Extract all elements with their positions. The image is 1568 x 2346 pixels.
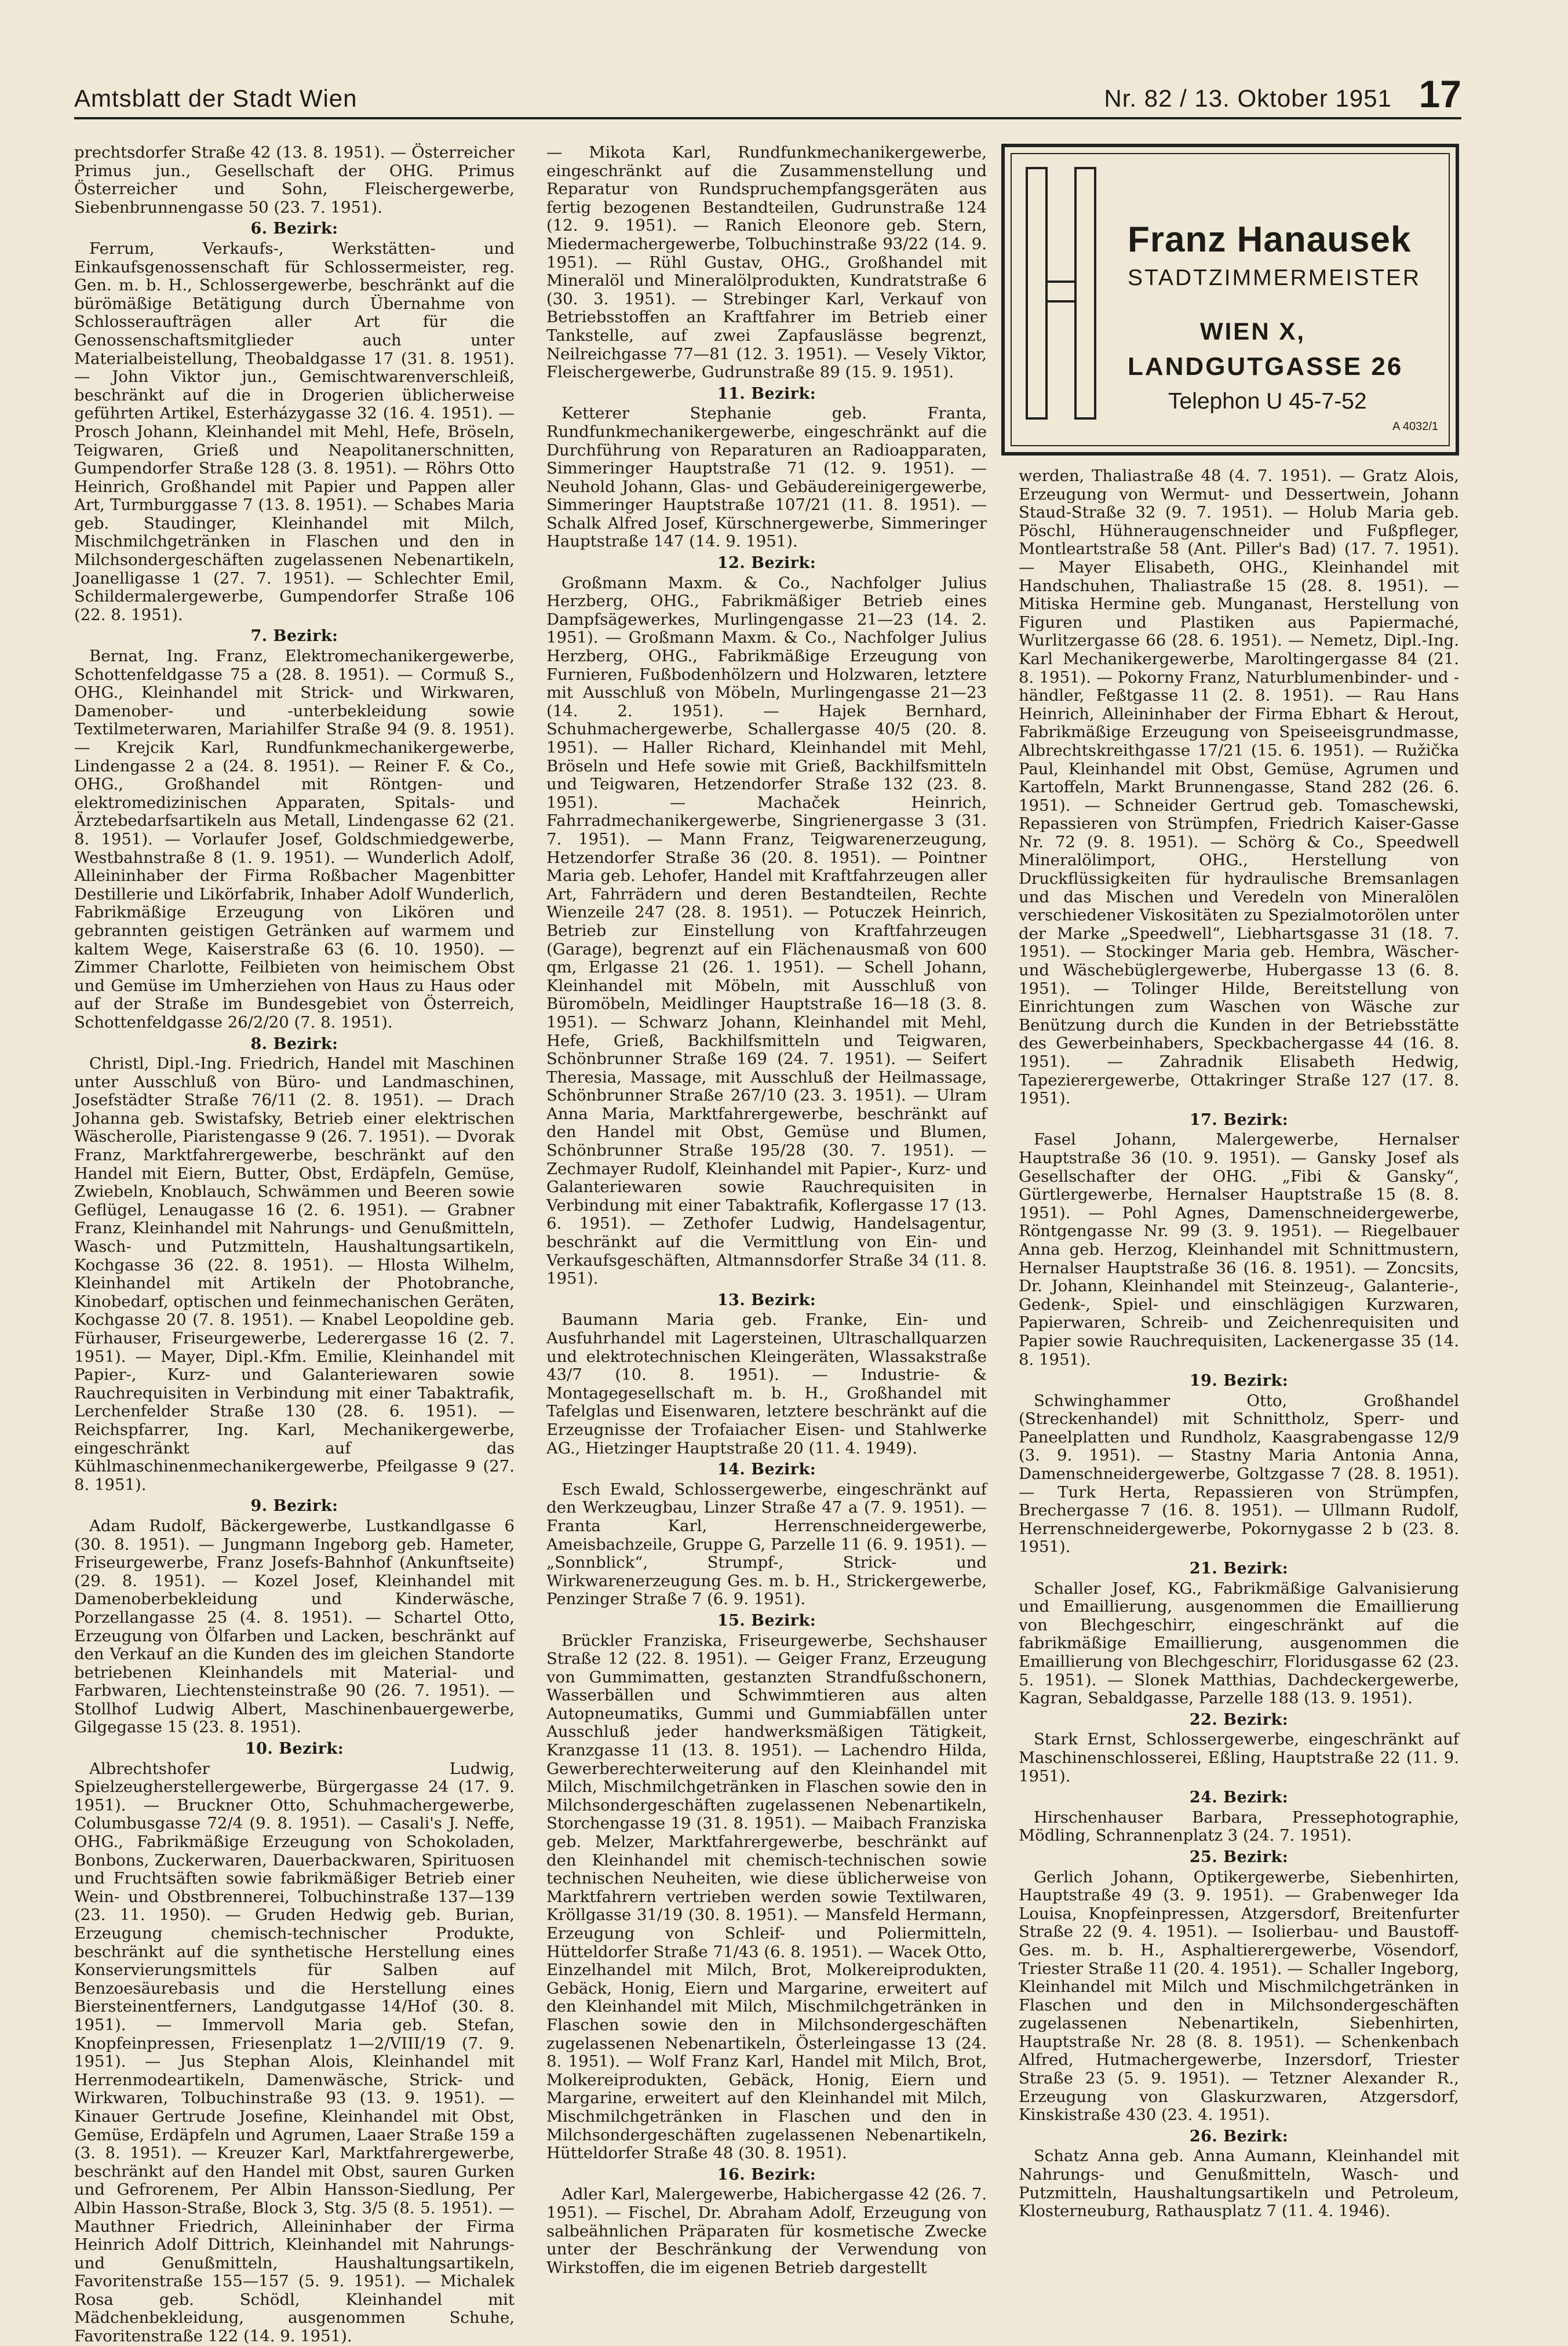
register-entry-paragraph: prechtsdorfer Straße 42 (13. 8. 1951). — Österreicher Primus jun., Gesellschaft der OHG. Primus Österreicher und Sohn, Fleischergewerbe, Siebenbrunnengasse 50 (23. 7. 1951).	[74, 143, 515, 217]
district-heading: 6. Bezirk:	[250, 220, 338, 238]
register-entry-paragraph: Schatz Anna geb. Anna Aumann, Kleinhandel mit Nahrungs- und Genußmitteln, Wasch- und Putzmitteln, Haushaltungsartikeln und Petroleum, Klosterneuburg, Rathausplatz 7 (11. 4. 1946).	[1019, 2147, 1459, 2221]
district-heading: 12. Bezirk:	[717, 554, 816, 573]
register-entry-paragraph: Esch Ewald, Schlossergewerbe, eingeschränkt auf den Werkzeugbau, Linzer Straße 47 a (7. 9. 1951). — Franta Karl, Herrenschneidergewerbe, Ameisbachzeile, Gruppe G, Parzelle 11 (6. 9. 1951). — „Sonnblick“, Strumpf-, Strick- und Wirkwarenerzeugung Ges. m. b. H., Strickergewerbe, Penzinger Straße 7 (6. 9. 1951).	[546, 1480, 987, 1609]
advertiser-phone: Telephon U 45-7-52	[1168, 389, 1367, 414]
publication-title: Amtsblatt der Stadt Wien	[74, 85, 358, 112]
register-entry-paragraph: — Mikota Karl, Rundfunkmechanikergewerbe, eingeschränkt auf die Zusammenstellung und Reparatur von Rundspruchempfangsgeräten aus fertig bezogenen Bestandteilen, Gudrunstraße 124 (12. 9. 1951). — Ranich Eleonore geb. Stern, Miedermachergewerbe, Tolbuchinstraße 93/22 (14. 9. 1951). — Rühl Gustav, OHG., Großhandel mit Mineralöl und Mineralölprodukten, Kundratstraße 6 (30. 3. 1951). — Strebinger Karl, Verkauf von Betriebsstoffen an Kraftfahrer im Betrieb einer Tankstelle, auf zwei Zapfauslässe begrenzt, Neilreichgasse 77—81 (12. 3. 1951). — Vesely Viktor, Fleischergewerbe, Gudrunstraße 89 (15. 9. 1951).	[546, 143, 987, 382]
advertisement-code: A 4032/1	[1392, 420, 1438, 433]
district-heading: 10. Bezirk:	[245, 1740, 344, 1758]
register-entry-paragraph: Baumann Maria geb. Franke, Ein- und Ausfuhrhandel mit Lagersteinen, Ultraschallquarzen und elektrotechnischen Kleingeräten, Wlassakstraße 43/7 (10. 8. 1951). — Industrie- & Montagegesellschaft m. b. H., Großhandel mit Tafelglas und Eisenwaren, letztere beschränkt auf die Erzeugnisse der Trofaiacher Eisen- und Stahlwerke AG., Hietzinger Hauptstraße 20 (11. 4. 1949).	[546, 1310, 987, 1458]
register-entry-paragraph: Bernat, Ing. Franz, Elektromechanikergewerbe, Schottenfeldgasse 75 a (28. 8. 1951). — Cormuß S., OHG., Kleinhandel mit Strick- und Wirkwaren, Damenober- und -unterbekleidung sowie Textilmeterwaren, Mariahilfer Straße 94 (9. 8. 1951). — Krejcik Karl, Rundfunkmechanikergewerbe, Lindengasse 2 a (24. 8. 1951). — Reiner F. & Co., OHG., Großhandel mit Röntgen- und elektromedizinischen Apparaten, Spitals- und Ärztebedarfsartikeln aus Metall, Lindengasse 62 (21. 8. 1951). — Vorlaufer Josef, Goldschmiedgewerbe, Westbahnstraße 8 (1. 9. 1951). — Wunderlich Adolf, Alleininhaber der Firma Roßbacher Magenbitter Destillerie und Likörfabrik, Inhaber Adolf Wunderlich, Fabrikmäßige Erzeugung von Likören und gebrannten geistigen Getränken auf warmem und kaltem Wege, Kaiserstraße 63 (6. 10. 1950). — Zimmer Charlotte, Feilbieten von heimischem Obst und Gemüse im Umherziehen von Haus zu Haus oder auf der Straße im Bundesgebiet von Österreich, Schottenfeldgasse 26/2/20 (7. 8. 1951).	[74, 647, 515, 1032]
register-entry-paragraph: Fasel Johann, Malergewerbe, Hernalser Hauptstraße 36 (10. 9. 1951). — Gansky Josef als Gesellschafter der OHG. „Fibi & Gansky“, Gürtlergewerbe, Hernalser Hauptstraße 15 (8. 8. 1951). — Pohl Agnes, Damenschneidergewerbe, Röntgengasse Nr. 99 (3. 9. 1951). — Riegelbauer Anna geb. Herzog, Kleinhandel mit Schnittmustern, Hernalser Hauptstraße 36 (16. 8. 1951). — Zoncsits, Dr. Johann, Kleinhandel mit Steinzeug-, Galanterie-, Gedenk-, Spiel- und einschlägigen Kurzwaren, Papierwaren, Schreib- und Zeichenrequisiten und Papier sowie Rauchrequisiten, Lackenergasse 35 (14. 8. 1951).	[1019, 1130, 1459, 1369]
register-entry-paragraph: Hirschenhauser Barbara, Pressephotographie, Mödling, Schrannenplatz 3 (24. 7. 1951).	[1019, 1808, 1459, 1845]
district-heading: 8. Bezirk:	[250, 1034, 338, 1053]
advertiser-title: STADTZIMMERMEISTER	[1128, 265, 1421, 290]
text-column-1	[74, 144, 515, 2346]
register-entry-paragraph: Schaller Josef, KG., Fabrikmäßige Galvanisierung und Emaillierung, ausgenommen die Emaillierung von Blechgeschirr, eingeschränkt auf die fabrikmäßige Emaillierung, ausgenommen die Emaillierung von Blechgeschirr, Floridusgasse 62 (23. 5. 1951). — Slonek Matthias, Dachdeckergewerbe, Kagran, Sebaldgasse, Parzelle 188 (13. 9. 1951).	[1019, 1579, 1459, 1708]
district-heading: 14. Bezirk:	[717, 1460, 816, 1479]
text-column-3	[1019, 467, 1459, 2221]
district-heading: 21. Bezirk:	[1189, 1560, 1289, 1578]
register-entry-paragraph: Großmann Maxm. & Co., Nachfolger Julius Herzberg, OHG., Fabrikmäßiger Betrieb eines Dampfsägewerkes, Murlingengasse 21—23 (14. 2. 1951). — Großmann Maxm. & Co., Nachfolger Julius Herzberg, OHG., Fabrikmäßige Erzeugung von Furnieren, Fußbodenhölzern und Holzwaren, letztere mit Ausschluß von Möbeln, Murlingengasse 21—23 (14. 2. 1951). — Hajek Bernhard, Schuhmachergewerbe, Schallergasse 40/5 (20. 8. 1951). — Haller Richard, Kleinhandel mit Mehl, Bröseln und Hefe sowie mit Grieß, Backhilfsmitteln und Teigwaren, Hetzendorfer Straße 132 (23. 8. 1951). — Machaček Heinrich, Fahrradmechanikergewerbe, Singrienergasse 3 (31. 7. 1951). — Mann Franz, Teigwarenerzeugung, Hetzendorfer Straße 36 (20. 8. 1951). — Pointner Maria geb. Lehofer, Handel mit Kraftfahrzeugen aller Art, Fahrrädern und deren Bestandteilen, Rechte Wienzeile 247 (28. 8. 1951). — Potuczek Heinrich, Betrieb zur Einstellung von Kraftfahrzeugen (Garage), begrenzt auf ein Flächenausmaß von 600 qm, Erlgasse 21 (26. 1. 1951). — Schell Johann, Kleinhandel mit Möbeln, mit Ausschluß von Büromöbeln, Meidlinger Hauptstraße 16—18 (3. 8. 1951). — Schwarz Johann, Kleinhandel mit Mehl, Hefe, Grieß, Backhilfsmitteln und Teigwaren, Schönbrunner Straße 169 (24. 7. 1951). — Seifert Theresia, Massage, mit Ausschluß der Heilmassage, Schönbrunner Straße 267/10 (23. 3. 1951). — Ulram Anna Maria, Marktfahrergewerbe, beschränkt auf den Handel mit Obst, Gemüse und Blumen, Schönbrunner Straße 195/28 (30. 7. 1951). — Zechmayer Rudolf, Kleinhandel mit Papier-, Kurz- und Galanteriewaren sowie Rauchrequisiten in Verbindung mit einer Tabaktrafik, Koflergasse 17 (13. 6. 1951). — Zethofer Ludwig, Handelsagentur, beschränkt auf die Vermittlung von Ein- und Verkaufsgeschäften, Altmannsdorfer Straße 34 (11. 8. 1951).	[546, 573, 987, 1288]
letter-h-logo-icon	[1024, 166, 1097, 421]
register-entry-paragraph: Adam Rudolf, Bäckergewerbe, Lustkandlgasse 6 (30. 8. 1951). — Jungmann Ingeborg geb. Hameter, Friseurgewerbe, Franz Josefs-Bahnhof (Ankunftseite) (29. 8. 1951). — Kozel Josef, Kleinhandel mit Damenoberbekleidung und Kinderwäsche, Porzellangasse 25 (4. 8. 1951). — Schartel Otto, Erzeugung von Ölfarben und Lacken, beschränkt auf den Verkauf an die Kunden des im gleichen Standorte betriebenen Kleinhandels mit Material- und Farbwaren, Liechtensteinstraße 90 (26. 7. 1951). — Stollhof Ludwig Albert, Maschinenbauergewerbe, Gilgegasse 15 (23. 8. 1951).	[74, 1516, 515, 1737]
register-entry-paragraph: werden, Thaliastraße 48 (4. 7. 1951). — Gratz Alois, Erzeugung von Wermut- und Dessertwein, Johann Staud-Straße 32 (9. 7. 1951). — Holub Maria geb. Pöschl, Hühneraugenschneider und Fußpfleger, Montleartstraße 58 (Ant. Piller's Bad) (17. 7. 1951). — Mayer Elisabeth, OHG., Kleinhandel mit Handschuhen, Thaliastraße 15 (28. 8. 1951). — Mitiska Hermine geb. Munganast, Herstellung von Figuren und Plastiken aus Papiermaché, Wurlitzergasse 66 (28. 6. 1951). — Nemetz, Dipl.-Ing. Karl Mechanikergewerbe, Maroltingergasse 84 (21. 8. 1951). — Pokorny Franz, Naturblumenbinder- und -händler, Feßtgasse 11 (2. 8. 1951). — Rau Hans Heinrich, Alleininhaber der Firma Ebhart & Herout, Fabrikmäßige Erzeugung von Speiseeisgrundmasse, Albrechtskreithgasse 17/21 (15. 6. 1951). — Ružička Paul, Kleinhandel mit Obst, Gemüse, Agrumen und Kartoffeln, Markt Brunnengasse, Stand 282 (26. 6. 1951). — Schneider Gertrud geb. Tomaschewski, Repassieren von Strümpfen, Friedrich Kaiser-Gasse Nr. 72 (9. 8. 1951). — Schörg & Co., Speedwell Mineralölimport, OHG., Herstellung von Druckflüssigkeiten für hydraulische Bremsanlagen und das Mischen und Veredeln von Mineralölen verschiedener Viskositäten zu Spezialmotorölen unter der Marke „Speedwell“, Liebhartsgasse 31 (18. 7. 1951). — Stockinger Maria geb. Hembra, Wäscher- und Wäschebüglergewerbe, Hubergasse 13 (6. 8. 1951). — Tolinger Hilde, Bereitstellung von Einrichtungen zum Waschen von Wäsche zur Benützung durch die Kunden in der Betriebsstätte des Gewerbeinhabers, Speckbachergasse 44 (16. 8. 1951). — Zahradnik Elisabeth Hedwig, Tapezierergewerbe, Ottakringer Straße 127 (17. 8. 1951).	[1019, 467, 1459, 1108]
register-entry-paragraph: Schwinghammer Otto, Großhandel (Streckenhandel) mit Schnittholz, Sperr- und Paneelplatten und Rundholz, Kaasgrabengasse 12/9 (3. 9. 1951). — Stastny Maria Antonia Anna, Damenschneidergewerbe, Goltzgasse 7 (28. 8. 1951). — Turk Herta, Repassieren von Strümpfen, Brechergasse 7 (16. 8. 1951). — Ullmann Rudolf, Herrenschneidergewerbe, Pokornygasse 2 b (23. 8. 1951).	[1019, 1391, 1459, 1557]
page-number: 17	[1419, 72, 1461, 115]
district-heading: 24. Bezirk:	[1189, 1788, 1289, 1807]
issue-date: Nr. 82 / 13. Oktober 1951	[1104, 85, 1392, 112]
advertisement-box	[1001, 144, 1459, 456]
district-heading: 13. Bezirk:	[717, 1291, 816, 1309]
district-heading: 19. Bezirk:	[1189, 1372, 1289, 1390]
register-entry-paragraph: Ketterer Stephanie geb. Franta, Rundfunkmechanikergewerbe, eingeschränkt auf die Durchführung von Reparaturen an Radioapparaten, Simmeringer Hauptstraße 71 (12. 9. 1951). — Neuhold Johann, Glas- und Gebäudereinigergewerbe, Simmeringer Hauptstraße 107/21 (11. 8. 1951). — Schalk Alfred Josef, Kürschnergewerbe, Simmeringer Hauptstraße 147 (14. 9. 1951).	[546, 404, 987, 551]
advertiser-city: WIEN X,	[1200, 318, 1306, 345]
register-entry-paragraph: Stark Ernst, Schlossergewerbe, eingeschränkt auf Maschinenschlosserei, Eßling, Hauptstraße 22 (11. 9. 1951).	[1019, 1730, 1459, 1786]
district-heading: 7. Bezirk:	[250, 627, 338, 646]
register-entry-paragraph: Brückler Franziska, Friseurgewerbe, Sechshauser Straße 12 (22. 8. 1951). — Geiger Franz, Erzeugung von Gummimatten, gestanzten Strandfußschonern, Wasserbällen und Schwimmtieren aus alten Autopneumatiks, Gummi und Gummiabfällen unter Ausschluß jeder handwerksmäßigen Tätigkeit, Kranzgasse 11 (13. 8. 1951). — Lachendro Hilda, Gewerberechterweiterung auf den Kleinhandel mit Milch, Mischmilchgetränken in Flaschen sowie den in Milchsondergeschäften zugelassenen Nebenartikeln, Storchengasse 19 (31. 8. 1951). — Maibach Franziska geb. Melzer, Marktfahrergewerbe, beschränkt auf den Kleinhandel mit chemisch-technischen sowie technischen Neuheiten, wie diese üblicherweise von Marktfahrern vertrieben werden sowie Textilwaren, Kröllgasse 31/19 (30. 8. 1951). — Mansfeld Hermann, Erzeugung von Schleif- und Poliermitteln, Hütteldorfer Straße 71/43 (6. 8. 1951). — Wacek Otto, Einzelhandel mit Milch, Brot, Molkereiprodukten, Gebäck, Honig, Eiern und Margarine, erweitert auf den Kleinhandel mit Milch, Mischmilchgetränken in Flaschen sowie den in Milchsondergeschäften zugelassenen Nebenartikeln, Österleingasse 13 (24. 8. 1951). — Wolf Franz Karl, Handel mit Milch, Brot, Molkereiprodukten, Gebäck, Honig, Eiern und Margarine, erweitert auf den Kleinhandel mit Milch, Mischmilchgetränken in Flaschen und den in Milchsondergeschäften zugelassenen Nebenartikeln, Hütteldorfer Straße 48 (30. 8. 1951).	[546, 1631, 987, 2163]
advertiser-street: LANDGUTGASSE 26	[1128, 352, 1403, 381]
district-heading: 11. Bezirk:	[717, 384, 816, 403]
text-column-2	[546, 144, 987, 2277]
district-heading: 25. Bezirk:	[1189, 1848, 1289, 1866]
district-heading: 16. Bezirk:	[717, 2165, 816, 2184]
register-entry-paragraph: Gerlich Johann, Optikergewerbe, Siebenhirten, Hauptstraße 49 (3. 9. 1951). — Grabenweger Ida Louisa, Knopfeinpressen, Atzgersdorf, Breitenfurter Straße 22 (9. 4. 1951). — Isolierbau- und Baustoff-Ges. m. b. H., Asphaltierergewerbe, Vösendorf, Triester Straße 11 (20. 4. 1951). — Schaller Ingeborg, Kleinhandel mit Milch und Mischmilchgetränken in Flaschen und den in Milchsondergeschäften zugelassenen Nebenartikeln, Siebenhirten, Hauptstraße Nr. 28 (8. 8. 1951). — Schenkenbach Alfred, Hutmachergewerbe, Inzersdorf, Triester Straße 23 (5. 9. 1951). — Tetzner Alexander R., Erzeugung von Glaskurzwaren, Atzgersdorf, Kinskistraße 430 (23. 4. 1951).	[1019, 1867, 1459, 2125]
district-heading: 15. Bezirk:	[717, 1611, 816, 1630]
register-entry-paragraph: Christl, Dipl.-Ing. Friedrich, Handel mit Maschinen unter Ausschluß von Büro- und Landmaschinen, Josefstädter Straße 76/11 (2. 8. 1951). — Drach Johanna geb. Swistafsky, Betrieb einer elektrischen Wäscherolle, Piaristengasse 9 (26. 7. 1951). — Dvorak Franz, Marktfahrergewerbe, beschränkt auf den Handel mit Eiern, Butter, Obst, Erdäpfeln, Gemüse, Zwiebeln, Knoblauch, Schwämmen und Beeren sowie Geflügel, Lenaugasse 16 (2. 6. 1951). — Grabner Franz, Kleinhandel mit Nahrungs- und Genußmitteln, Wasch- und Putzmitteln, Haushaltungsartikeln, Kochgasse 36 (22. 8. 1951). — Hlosta Wilhelm, Kleinhandel mit Artikeln der Photobranche, Kinobedarf, optischen und feinmechanischen Geräten, Kochgasse 20 (7. 8. 1951). — Knabel Leopoldine geb. Fürhauser, Friseurgewerbe, Lederergasse 16 (2. 7. 1951). — Mayer, Dipl.-Kfm. Emilie, Kleinhandel mit Papier-, Kurz- und Galanteriewaren sowie Rauchrequisiten in Verbindung mit einer Tabaktrafik, Lerchenfelder Straße 130 (28. 6. 1951). — Reichspfarrer, Ing. Karl, Mechanikergewerbe, eingeschränkt auf das Kühlmaschinenmechanikergewerbe, Pfeilgasse 9 (27. 8. 1951).	[74, 1054, 515, 1494]
register-entry-paragraph: Albrechtshofer Ludwig, Spielzeugherstellergewerbe, Bürgergasse 24 (17. 9. 1951). — Bruckner Otto, Schuhmachergewerbe, Columbusgasse 72/4 (9. 8. 1951). — Casali's J. Neffe, OHG., Fabrikmäßige Erzeugung von Schokoladen, Bonbons, Zuckerwaren, Dauerbackwaren, Spirituosen und Fruchtsäften sowie fabrikmäßiger Betrieb einer Wein- und Obstbrennerei, Tolbuchinstraße 137—139 (23. 11. 1950). — Gruden Hedwig geb. Burian, Erzeugung chemisch-technischer Produkte, beschränkt auf die synthetische Herstellung eines Konservierungsmittels für Salben auf Benzoesäurebasis und die Herstellung eines Biersteinentferners, Landgutgasse 14/Hof (30. 8. 1951). — Immervoll Maria geb. Stefan, Knopfeinpressen, Friesenplatz 1—2/VIII/19 (7. 9. 1951). — Jus Stephan Alois, Kleinhandel mit Herrenmodeartikeln, Damenwäsche, Strick- und Wirkwaren, Tolbuchinstraße 93 (13. 9. 1951). — Kinauer Gertrude Josefine, Kleinhandel mit Obst, Gemüse, Erdäpfeln und Agrumen, Laaer Straße 159 a (3. 8. 1951). — Kreuzer Karl, Marktfahrergewerbe, beschränkt auf den Handel mit Obst, sauren Gurken und Gefrorenem, Per Albin Hansson-Siedlung, Per Albin Hasson-Straße, Block 3, Stg. 3/5 (8. 5. 1951). — Mauthner Friedrich, Alleininhaber der Firma Heinrich Adolf Dittrich, Kleinhandel mit Nahrungs- und Genußmitteln, Haushaltungsartikeln, Favoritenstraße 155—157 (5. 9. 1951). — Michalek Rosa geb. Schödl, Kleinhandel mit Mädchenbekleidung, ausgenommen Schuhe, Favoritenstraße 122 (14. 9. 1951).	[74, 1759, 515, 2346]
register-entry-paragraph: Adler Karl, Malergewerbe, Habichergasse 42 (26. 7. 1951). — Fischel, Dr. Abraham Adolf, Erzeugung von salbeähnlichen Präparaten für kosmetische Zwecke unter der Beschränkung der Verwendung von Wirkstoffen, die im eigenen Betrieb dargestellt	[546, 2185, 987, 2277]
advertisement-inner-frame	[1011, 153, 1450, 446]
advertiser-name: Franz Hanausek	[1128, 220, 1412, 260]
district-heading: 17. Bezirk:	[1189, 1110, 1289, 1129]
register-entry-paragraph: Ferrum, Verkaufs-, Werkstätten- und Einkaufsgenossenschaft für Schlossermeister, reg. Gen. m. b. H., Schlossergewerbe, beschränkt auf die bürömäßige Betätigung durch Übernahme von Schlosseraufträgen aller Art für die Genossenschaftsmitglieder auch unter Materialbeistellung, Theobaldgasse 17 (31. 8. 1951). — John Viktor jun., Gemischtwarenverschleiß, beschränkt auf die in Drogerien üblicherweise geführten Artikel, Esterházygasse 32 (16. 4. 1951). — Prosch Johann, Kleinhandel mit Mehl, Hefe, Bröseln, Teigwaren, Grieß und Neapolitanerschnitten, Gumpendorfer Straße 128 (3. 8. 1951). — Röhrs Otto Heinrich, Großhandel mit Papier und Pappen aller Art, Turmburggasse 7 (13. 8. 1951). — Schabes Maria geb. Staudinger, Kleinhandel mit Milch, Mischmilchgetränken in Flaschen und den in Milchsondergeschäften zugelassenen Nebenartikeln, Joanelligasse 1 (27. 7. 1951). — Schlechter Emil, Schildermalergewerbe, Gumpendorfer Straße 106 (22. 8. 1951).	[74, 239, 515, 624]
district-heading: 22. Bezirk:	[1189, 1710, 1289, 1729]
district-heading: 26. Bezirk:	[1189, 2127, 1289, 2145]
district-heading: 9. Bezirk:	[250, 1497, 338, 1516]
page-header	[74, 72, 1461, 119]
